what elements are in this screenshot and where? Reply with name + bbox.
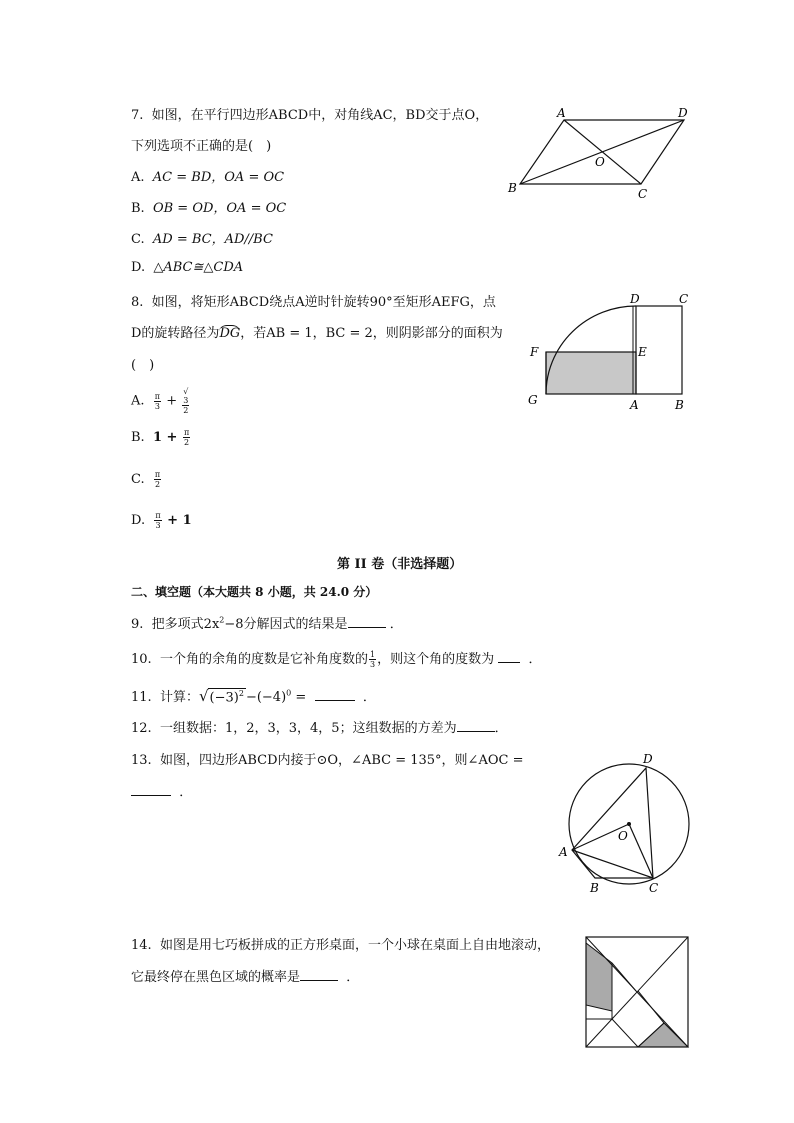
q8-line1: 8. 如图，将矩形ABCD绕点A逆时针旋转90°至矩形AEFG，点 (131, 295, 496, 310)
q8-line2: D的旋转路径为DG，若AB = 1，BC = 2，则阴影部分的面积为 (131, 326, 503, 341)
section-heading: 二、填空题（本大题共 8 小题，共 24.0 分） (131, 585, 378, 599)
q14-shaded-parallelogram (586, 943, 612, 1011)
q8-label-a: A (630, 398, 639, 412)
q8-option-a: A. $\frac{\pi}{3}$ + √ 3 2 (131, 387, 189, 415)
q8-option-d: D. $\frac{\pi}{3}$ + 1 (131, 511, 192, 530)
q7-parallelogram-figure (500, 100, 700, 205)
q13-line1: 13. 如图，四边形ABCD内接于⊙O，∠ABC = 135°，则∠AOC = (131, 753, 524, 768)
section-title: 第 II 卷（非选择题） (337, 557, 463, 572)
q8-number: 8. (131, 295, 144, 310)
q10: 10. 一个角的余角的度数是它补角度数的 $\frac{1}{3}$ ，则这个角的度数为 ． (131, 650, 542, 669)
q12: 12. 一组数据：1，2，3，3，4，5；这组数据的方差为 ． (131, 721, 508, 736)
q7-line2: 下列选项不正确的是( ) (131, 139, 272, 154)
q13-label-a: A (559, 845, 568, 859)
q8-line3: ( ) (131, 358, 155, 373)
q7-option-b: B. OB = OD，OA = OC (131, 201, 287, 216)
q13-label-d: D (643, 752, 653, 766)
q8-shaded-region (546, 352, 636, 394)
q7-option-d: D. △ABC≅△CDA (131, 260, 244, 275)
q7-stem: 如图，在平行四边形ABCD中，对角线AC，BD交于点O， (151, 108, 489, 123)
q7-line1 (131, 104, 488, 123)
q8-option-c: C. $\frac{\pi}{2}$ (131, 470, 161, 489)
q7-label-d: D (678, 106, 688, 120)
q9: 9. 把多项式$2x^2-8$分解因式的结果是 ． (131, 615, 403, 632)
q7-label-o: O (595, 155, 605, 169)
q12-answer-blank (457, 731, 495, 732)
q8-label-f: F (530, 345, 539, 359)
q7-number: 7. (131, 108, 144, 123)
q13-answer-blank (131, 795, 171, 796)
q10-answer-blank (498, 662, 520, 663)
q8-label-e: E (638, 345, 647, 359)
q8-arc-dg: DG (219, 326, 241, 341)
q7-option-c: C. AD = BC，AD//BC (131, 232, 273, 247)
q8-label-c: C (679, 292, 689, 306)
q8-label-g: G (528, 393, 538, 407)
q13-line2: ． (131, 781, 192, 800)
q7-option-a: A. AC = BD，OA = OC (131, 170, 285, 185)
q13-label-o: O (618, 829, 628, 843)
q13-circle-figure (555, 750, 705, 895)
q8-rectangle-rotation-figure (520, 290, 700, 415)
q8-label-b: B (675, 398, 684, 412)
q7-label-b: B (508, 181, 517, 195)
q14-shaded-triangle (638, 1023, 688, 1047)
q8-label-d: D (630, 292, 640, 306)
q8-option-b: B. 1 + $\frac{\pi}{2}$ (131, 428, 190, 447)
q9-answer-blank (348, 627, 386, 628)
q14-answer-blank (300, 980, 338, 981)
q11-answer-blank (315, 700, 355, 701)
q13-label-c: C (649, 881, 659, 895)
q7-label-a: A (557, 106, 566, 120)
q7-label-c: C (638, 187, 648, 201)
q13-label-b: B (590, 881, 599, 895)
q14-tangram-figure (584, 935, 692, 1050)
q11: 11. 计算：$√(-3)^2 -(-4)^0$ = ． (131, 687, 376, 705)
q14-line2: 它最终停在黑色区域的概率是 ． (131, 970, 360, 985)
q14-line1: 14. 如图是用七巧板拼成的正方形桌面，一个小球在桌面上自由地滚动， (131, 938, 550, 953)
